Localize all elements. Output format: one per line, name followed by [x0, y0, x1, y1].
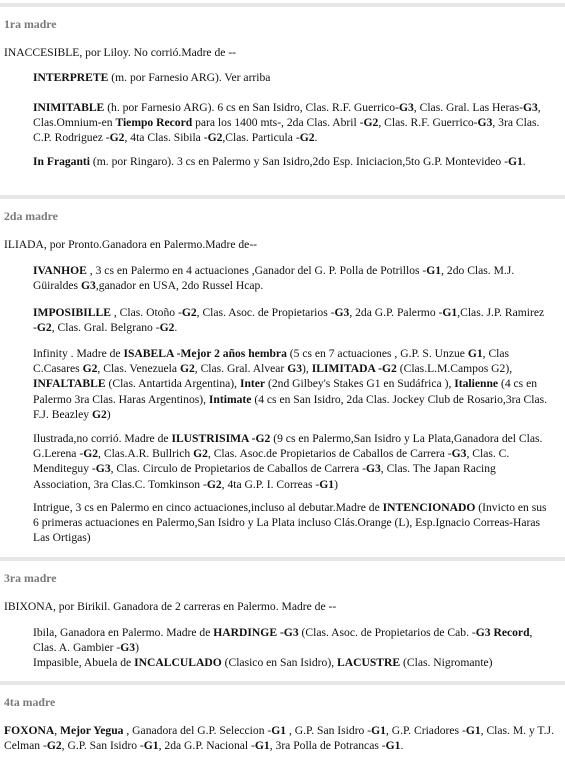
- bold-run: G2: [46, 739, 62, 753]
- text-run: .: [400, 739, 404, 753]
- section-4ta-madre: [0, 681, 565, 710]
- bold-run: G3: [334, 306, 350, 319]
- bold-run: G3: [522, 101, 538, 114]
- text-run: Ibila, Ganadora en Palermo. Madre de: [33, 626, 214, 639]
- section-1ra-madre: [0, 3, 565, 32]
- bold-run: G1: [319, 477, 335, 491]
- text-run: , 2da G.P. Nacional -: [158, 739, 255, 753]
- bold-run: Intimate: [208, 392, 252, 406]
- text-run: , 4ta Clas. Sibila -: [124, 131, 208, 145]
- bold-run: G1: [371, 724, 386, 737]
- text-run: , Ganadora del G.P. Seleccion -: [123, 724, 272, 737]
- text-run: , 3ra Clas. C.P. Rodriguez -: [33, 116, 540, 145]
- text-run: , Clas. R.F. Guerrico-: [378, 116, 478, 130]
- bold-run: G1: [271, 724, 287, 737]
- text-run: (2nd Gilbey's Stakes G1 en Sudáfrica ),: [265, 377, 455, 391]
- bold-run: IVANHOE: [33, 264, 87, 277]
- text-run: (m. por Farnesio ARG). Ver arriba: [108, 71, 271, 84]
- bold-run: G2: [82, 362, 98, 376]
- bold-run: G2: [159, 321, 175, 335]
- bold-run: G2: [207, 131, 223, 145]
- bold-run: G2: [179, 362, 195, 376]
- bold-run: Mejor Yegua: [60, 724, 124, 737]
- text-run: , Clas. A. Gambier -: [33, 626, 533, 655]
- text-run: (Clas. Asoc. de Propietarios de Cab. -: [298, 626, 476, 639]
- bold-run: ILUSTRISIMA -G2: [171, 432, 271, 445]
- produce-entry: [33, 70, 549, 85]
- bold-run: IMPOSIBILLE: [33, 306, 111, 319]
- dam-line: [4, 723, 557, 753]
- text-run: , Clas. Venezuela: [97, 362, 180, 376]
- text-run: .: [522, 155, 526, 168]
- text-run: ,Clas. Particula -: [222, 131, 300, 145]
- section-divider: [0, 3, 565, 7]
- section-divider: [0, 681, 565, 685]
- text-run: , G.P. San Isidro -: [61, 739, 144, 753]
- bold-run: G2: [181, 306, 197, 319]
- bold-run: G3: [477, 116, 493, 130]
- bold-run: HARDINGE -G3: [213, 626, 299, 639]
- bold-run: G3: [95, 462, 111, 476]
- text-run: , 2da G.P. Palermo -: [349, 306, 443, 319]
- bold-run: G2: [109, 131, 125, 145]
- bold-run: G1: [385, 739, 401, 753]
- section-divider: [0, 557, 565, 561]
- bold-run: G2: [83, 447, 99, 461]
- text-run: ,ganador en USA, 2do Russel Hcap.: [95, 279, 264, 293]
- text-run: , Clas. M. y T.J. Celman -: [4, 724, 554, 753]
- bold-run: In Fraganti: [33, 155, 91, 168]
- bold-run: G3: [80, 279, 96, 293]
- bold-run: INTERPRETE: [33, 71, 109, 84]
- text-run: , Clas. Gral. Las Heras-: [413, 101, 523, 114]
- text-run: , Clas. C. Menditeguy -: [33, 447, 510, 476]
- section-title: 1ra madre: [4, 17, 57, 31]
- text-run: , Clas. The Japan Racing Association, 3ra Clas.C. Tomkinson -: [33, 462, 496, 491]
- bold-run: G1: [254, 739, 270, 753]
- bold-run: INFALTABLE: [33, 377, 106, 391]
- bold-run: Inter: [239, 377, 266, 391]
- text-run: ,: [54, 724, 61, 737]
- bold-run: INTENCIONADO: [382, 501, 476, 514]
- text-run: ,Clas. J.P. Ramirez -: [33, 306, 545, 335]
- text-run: , Clas. Circulo de Propietarios de Caballos de Carrera -: [110, 462, 366, 476]
- text-run: para los 1400 mts-, 2da Clas. Abril -: [192, 116, 364, 130]
- bold-run: FOXONA: [4, 724, 55, 737]
- bold-run: G2: [91, 407, 107, 421]
- text-run: (4 cs en Palermo 3ra Clas. Haras Argentinos),: [33, 377, 538, 406]
- section-title: 4ta madre: [4, 695, 56, 709]
- section-2da-madre: [0, 195, 565, 224]
- bold-run: G2: [363, 116, 379, 130]
- text-run: , G.P. San Isidro -: [286, 724, 372, 737]
- produce-entry: [33, 500, 549, 546]
- text-run: , Clas C.Casares: [33, 347, 510, 376]
- bold-run: G1: [465, 724, 481, 737]
- text-run: ),: [302, 362, 312, 376]
- bold-run: G3: [120, 641, 136, 655]
- text-run: , Clas. Asoc.de Propietarios de Caballos de Carrera -: [207, 447, 452, 461]
- text-run: , G.P. Criadores -: [385, 724, 466, 737]
- produce-entry: [33, 625, 549, 655]
- text-run: , Clas. Asoc. de Propietarios -: [196, 306, 335, 319]
- bold-run: Tiempo Record: [115, 116, 193, 130]
- dam-line: ILIADA, por Pronto.Ganadora en Palermo.Madre de--: [4, 238, 258, 251]
- text-run: (Clas. Nigromante): [400, 656, 493, 669]
- bold-run: Italienne: [454, 377, 499, 391]
- text-run: , Clas.A.R. Bullrich: [98, 447, 194, 461]
- bold-run: G3: [475, 626, 491, 639]
- text-run: Intrigue, 3 cs en Palermo en cinco actuaciones,incluso al debutar.Madre de: [33, 501, 383, 514]
- bold-run: G2: [299, 131, 315, 145]
- bold-run: G1: [467, 347, 483, 360]
- bold-run: G3: [365, 462, 381, 476]
- text-run: (Clas. Antartida Argentina),: [105, 377, 240, 391]
- text-run: , Clas.Omnium-en: [33, 101, 541, 130]
- text-run: .: [174, 321, 178, 335]
- dam-line: INACCESIBLE, por Liloy. No corrió.Madre de --: [4, 46, 237, 59]
- bold-run: G3: [287, 362, 303, 376]
- bold-run: Record: [493, 626, 530, 639]
- produce-entry: [33, 100, 549, 146]
- produce-entry: [33, 305, 549, 335]
- bold-run: LACUSTRE: [337, 656, 401, 669]
- bold-run: ISABELA -Mejor 2 años hembra: [123, 347, 287, 360]
- bold-run: G2: [36, 321, 52, 335]
- produce-entry: [33, 655, 549, 670]
- text-run: , 4ta G.P. I. Correas -: [221, 477, 320, 491]
- section-divider: [0, 195, 565, 199]
- bold-run: INCALCULADO: [134, 656, 222, 669]
- text-run: (m. por Ringaro). 3 cs en Palermo y San Isidro,2do Esp. Iniciacion,5to G.P. Montevideo -: [90, 155, 508, 168]
- section-3ra-madre: [0, 557, 565, 586]
- bold-run: ILIMITADA -G2: [311, 362, 397, 376]
- bold-run: INIMITABLE: [33, 101, 105, 114]
- text-run: (5 cs en 7 actuaciones , G.P. S. Unzue: [286, 347, 468, 360]
- bold-run: G3: [451, 447, 467, 461]
- text-run: , Clas. Otoño -: [110, 306, 182, 319]
- text-run: , 3 cs en Palermo en 4 actuaciones ,Ganador del G. P. Polla de Potrillos -: [86, 264, 427, 277]
- text-run: Infinity . Madre de: [33, 347, 124, 360]
- text-run: (Clasico en San Isidro),: [221, 656, 337, 669]
- text-run: , 3ra Polla de Potrancas -: [269, 739, 386, 753]
- bold-run: G1: [426, 264, 442, 277]
- text-run: ): [135, 641, 139, 655]
- text-run: Impasible, Abuela de: [33, 656, 135, 669]
- bold-run: G1: [442, 306, 458, 319]
- text-run: (Invicto en sus 6 primeras actuaciones en Palermo,San Isidro y La Plata incluso Clás.Orange (L), Esp.Ignacio Correas-Haras Las Ortigas): [33, 501, 547, 545]
- produce-entry: [33, 154, 549, 169]
- produce-entry: [33, 263, 549, 293]
- bold-run: G1: [143, 739, 159, 753]
- text-run: (h. por Farnesio ARG). 6 cs en San Isidro, Clas. R.F. Guerrico-: [104, 101, 399, 114]
- text-run: ): [106, 407, 111, 421]
- text-run: (Clas.L.M.Campos G2),: [396, 362, 513, 376]
- section-title: 3ra madre: [4, 571, 57, 585]
- produce-entry: [33, 431, 549, 492]
- text-run: (4 cs en San Isidro, 2da Clas. Jockey Club de Rosario,3ra Clas. F.J. Beazley: [33, 392, 548, 421]
- dam-line: IBIXONA, por Birikil. Ganadora de 2 carreras en Palermo. Madre de --: [4, 600, 337, 613]
- text-run: , Clas. Gral. Belgrano -: [51, 321, 160, 335]
- text-run: (9 cs en Palermo,San Isidro y La Plata,Ganadora del Clas. G.Lerena -: [33, 432, 543, 461]
- bold-run: G3: [398, 101, 414, 114]
- bold-run: G2: [206, 477, 222, 491]
- text-run: Ilustrada,no corrió. Madre de: [33, 432, 172, 445]
- text-run: , Clas. Gral. Alvear: [194, 362, 288, 376]
- produce-entry: [33, 346, 549, 422]
- bold-run: G1: [507, 155, 523, 168]
- section-title: 2da madre: [4, 209, 58, 223]
- text-run: .: [314, 131, 318, 145]
- text-run: , 2do Clas. M.J. Güiraldes: [33, 264, 515, 293]
- text-run: ): [334, 477, 338, 491]
- bold-run: G2: [193, 447, 208, 461]
